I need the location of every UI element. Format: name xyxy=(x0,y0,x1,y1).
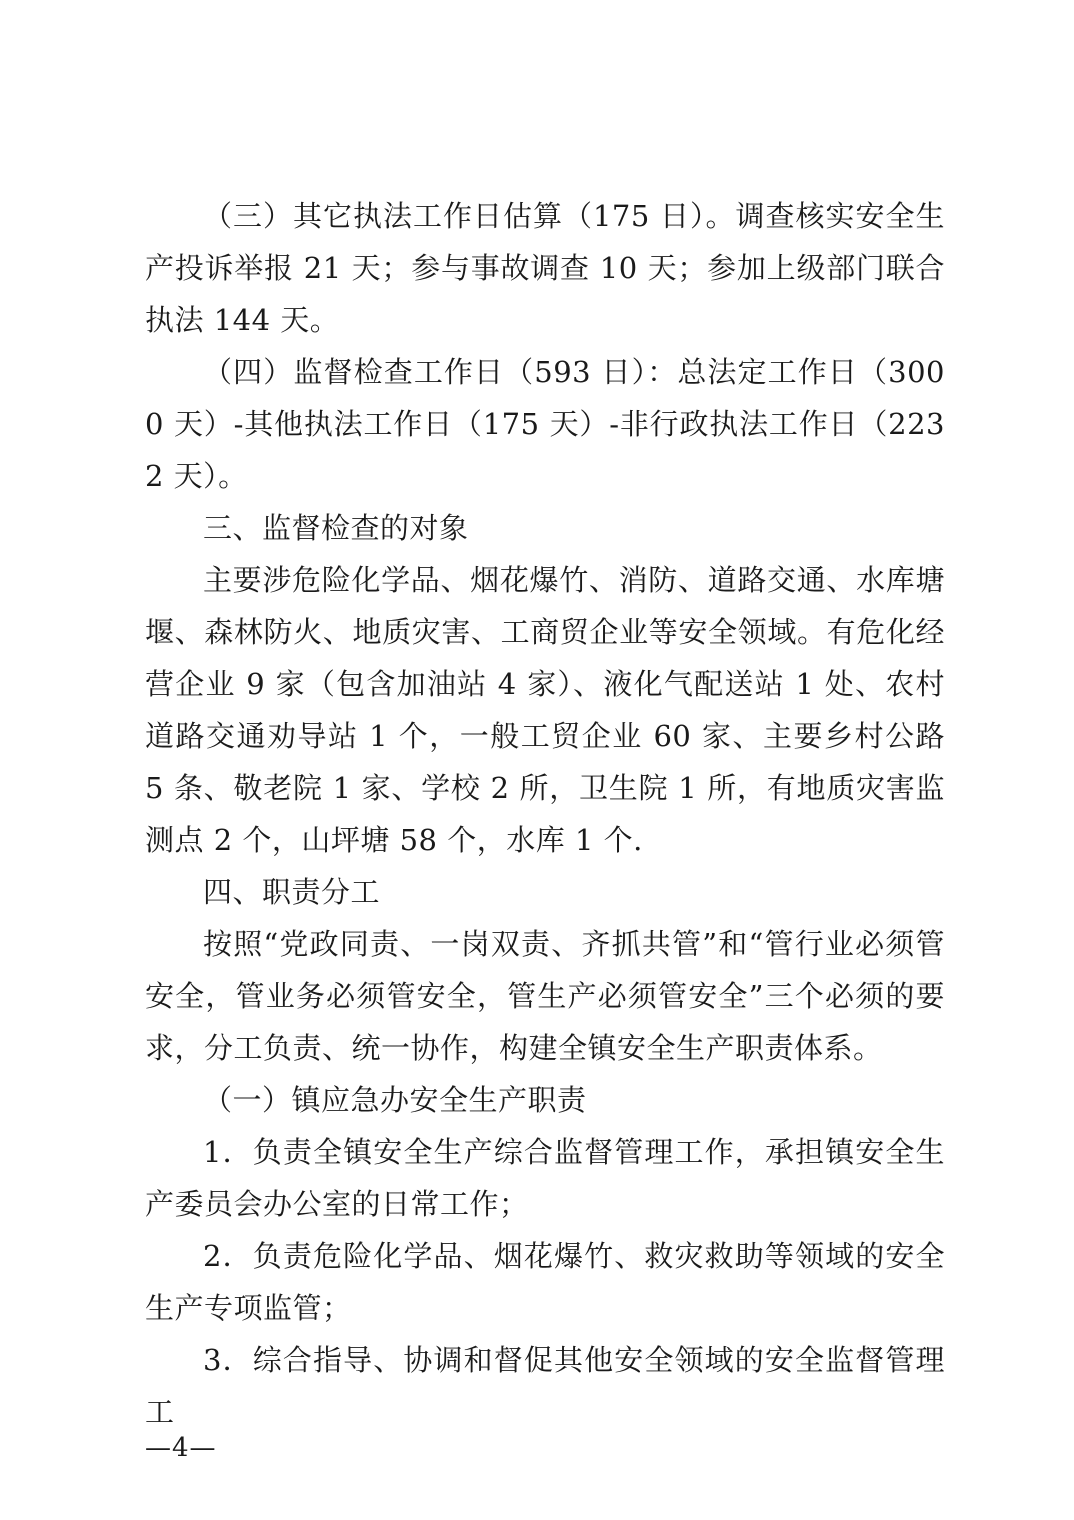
duty-item-3: 3．综合指导、协调和督促其他安全领域的安全监督管理工 xyxy=(145,1343,945,1429)
paragraph-other-enforcement-days: （三）其它执法工作日估算（175 日）。调查核实安全生产投诉举报 21 天；参与事故调查 10 天；参加上级部门联合执法 144 天。 xyxy=(145,199,945,337)
paragraph-responsibility-principle: 按照“党政同责、一岗双责、齐抓共管”和“管行业必须管安全，管业务必须管安全，管生产必须管安全”三个必须的要求，分工负责、统一协作，构建全镇安全生产职责体系。 xyxy=(145,927,945,1065)
paragraph-inspection-days: （四）监督检查工作日（593 日）：总法定工作日（3000 天）-其他执法工作日（175 天）-非行政执法工作日（2232 天）。 xyxy=(145,355,945,493)
paragraph-inspection-objects: 主要涉危险化学品、烟花爆竹、消防、道路交通、水库塘堰、森林防火、地质灾害、工商贸企业等安全领域。有危化经营企业 9 家（包含加油站 4 家）、液化气配送站 1 处、农村道路交通劝导站 1 个，一般工贸企业 60 家、主要乡村公路 5 条、敬老院 1 家、学校 2 所，卫生院 1 所，有地质灾害监测点 2 个，山坪塘 58 个，水库 1 个. xyxy=(145,563,945,857)
subheading-emergency-office-duties: （一）镇应急办安全生产职责 xyxy=(203,1083,587,1117)
document-body xyxy=(145,190,945,1438)
section-heading-responsibilities: 四、职责分工 xyxy=(203,875,381,909)
duty-item-1: 1．负责全镇安全生产综合监督管理工作，承担镇安全生产委员会办公室的日常工作； xyxy=(145,1135,945,1221)
page-number: —4— xyxy=(145,1433,217,1463)
duty-item-2: 2．负责危险化学品、烟花爆竹、救灾救助等领域的安全生产专项监管； xyxy=(145,1239,945,1325)
section-heading-inspection-objects: 三、监督检查的对象 xyxy=(203,511,469,545)
